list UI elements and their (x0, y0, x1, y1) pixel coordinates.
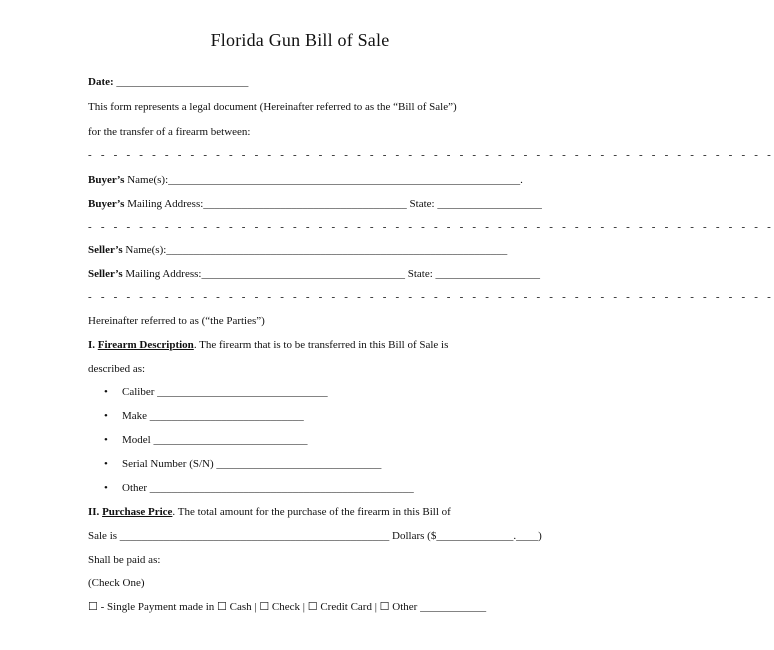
model-field[interactable]: Model ____________________________ (122, 434, 308, 446)
list-item (104, 457, 381, 471)
bullet-icon: • (104, 386, 108, 398)
section-1-number: I. (88, 339, 98, 351)
date-field[interactable]: ________________________ (113, 76, 249, 88)
parties-line: Hereinafter referred to as (“the Parties”) (88, 315, 265, 327)
seller-names-line (88, 243, 507, 257)
section-2-label: Purchase Price (102, 506, 173, 518)
purchase-price-field[interactable]: Sale is _________________________________________________ Dollars ($______________.____) (88, 530, 542, 542)
seller-names-label: Seller’s (88, 244, 123, 256)
divider-bottom: - - - - - - - - - - - - - - - - - - - - - - - - - - - - - - - - - - - - - - - - - - - - - - - - - - - - - - (88, 291, 774, 303)
bullet-icon: • (104, 434, 108, 446)
date-label: Date: (88, 76, 114, 88)
section-1-label: Firearm Description (97, 339, 194, 351)
bullet-icon: • (104, 458, 108, 470)
check-one-line: (Check One) (88, 577, 145, 589)
divider-top: - - - - - - - - - - - - - - - - - - - - - - - - - - - - - - - - - - - - - - - - - - - - - - - - - - - - - - (88, 149, 774, 161)
buyer-address-label: Buyer’s (88, 198, 125, 210)
list-item (104, 409, 304, 423)
section-2-heading (88, 505, 451, 519)
date-line (88, 75, 248, 89)
shall-be-paid-line: Shall be paid as: (88, 554, 161, 566)
bullet-icon: • (104, 482, 108, 494)
list-item (104, 433, 307, 447)
serial-number-field[interactable]: Serial Number (S/N) ______________________________ (122, 458, 382, 470)
seller-address-line (88, 267, 540, 281)
intro-line-1: This form represents a legal document (Hereinafter referred to as the “Bill of Sale”) (88, 101, 457, 113)
payment-options-line[interactable]: ☐ - Single Payment made in ☐ Cash | ☐ Check | ☐ Credit Card | ☐ Other ____________ (88, 601, 487, 613)
divider-middle: - - - - - - - - - - - - - - - - - - - - - - - - - - - - - - - - - - - - - - - - - - - - - - - - - - - - - - (88, 221, 774, 233)
bullet-icon: • (104, 410, 108, 422)
buyer-names-field[interactable]: Name(s):________________________________________________________________. (124, 174, 523, 186)
buyer-names-label: Buyer’s (88, 174, 125, 186)
make-field[interactable]: Make ____________________________ (122, 410, 304, 422)
section-1-text: . The firearm that is to be transferred in this Bill of Sale is (193, 339, 449, 351)
document-title: Florida Gun Bill of Sale (210, 30, 390, 50)
other-field[interactable]: Other ________________________________________________ (122, 482, 414, 494)
list-item (104, 385, 328, 399)
section-1-heading (88, 338, 448, 352)
section-1-text-2: described as: (88, 363, 146, 375)
section-2-number: II. (88, 506, 103, 518)
buyer-address-line (88, 197, 542, 211)
seller-names-field[interactable]: Name(s):______________________________________________________________ (122, 244, 508, 256)
caliber-field[interactable]: Caliber _______________________________ (122, 386, 328, 398)
seller-address-field[interactable]: Mailing Address:_____________________________________ State: ___________________ (122, 268, 541, 280)
buyer-names-line (88, 173, 523, 187)
section-2-text: . The total amount for the purchase of the firearm in this Bill of (172, 506, 451, 518)
intro-line-2: for the transfer of a firearm between: (88, 126, 251, 138)
buyer-address-field[interactable]: Mailing Address:_____________________________________ State: ___________________ (124, 198, 542, 210)
seller-address-label: Seller’s (88, 268, 123, 280)
list-item (104, 481, 414, 495)
